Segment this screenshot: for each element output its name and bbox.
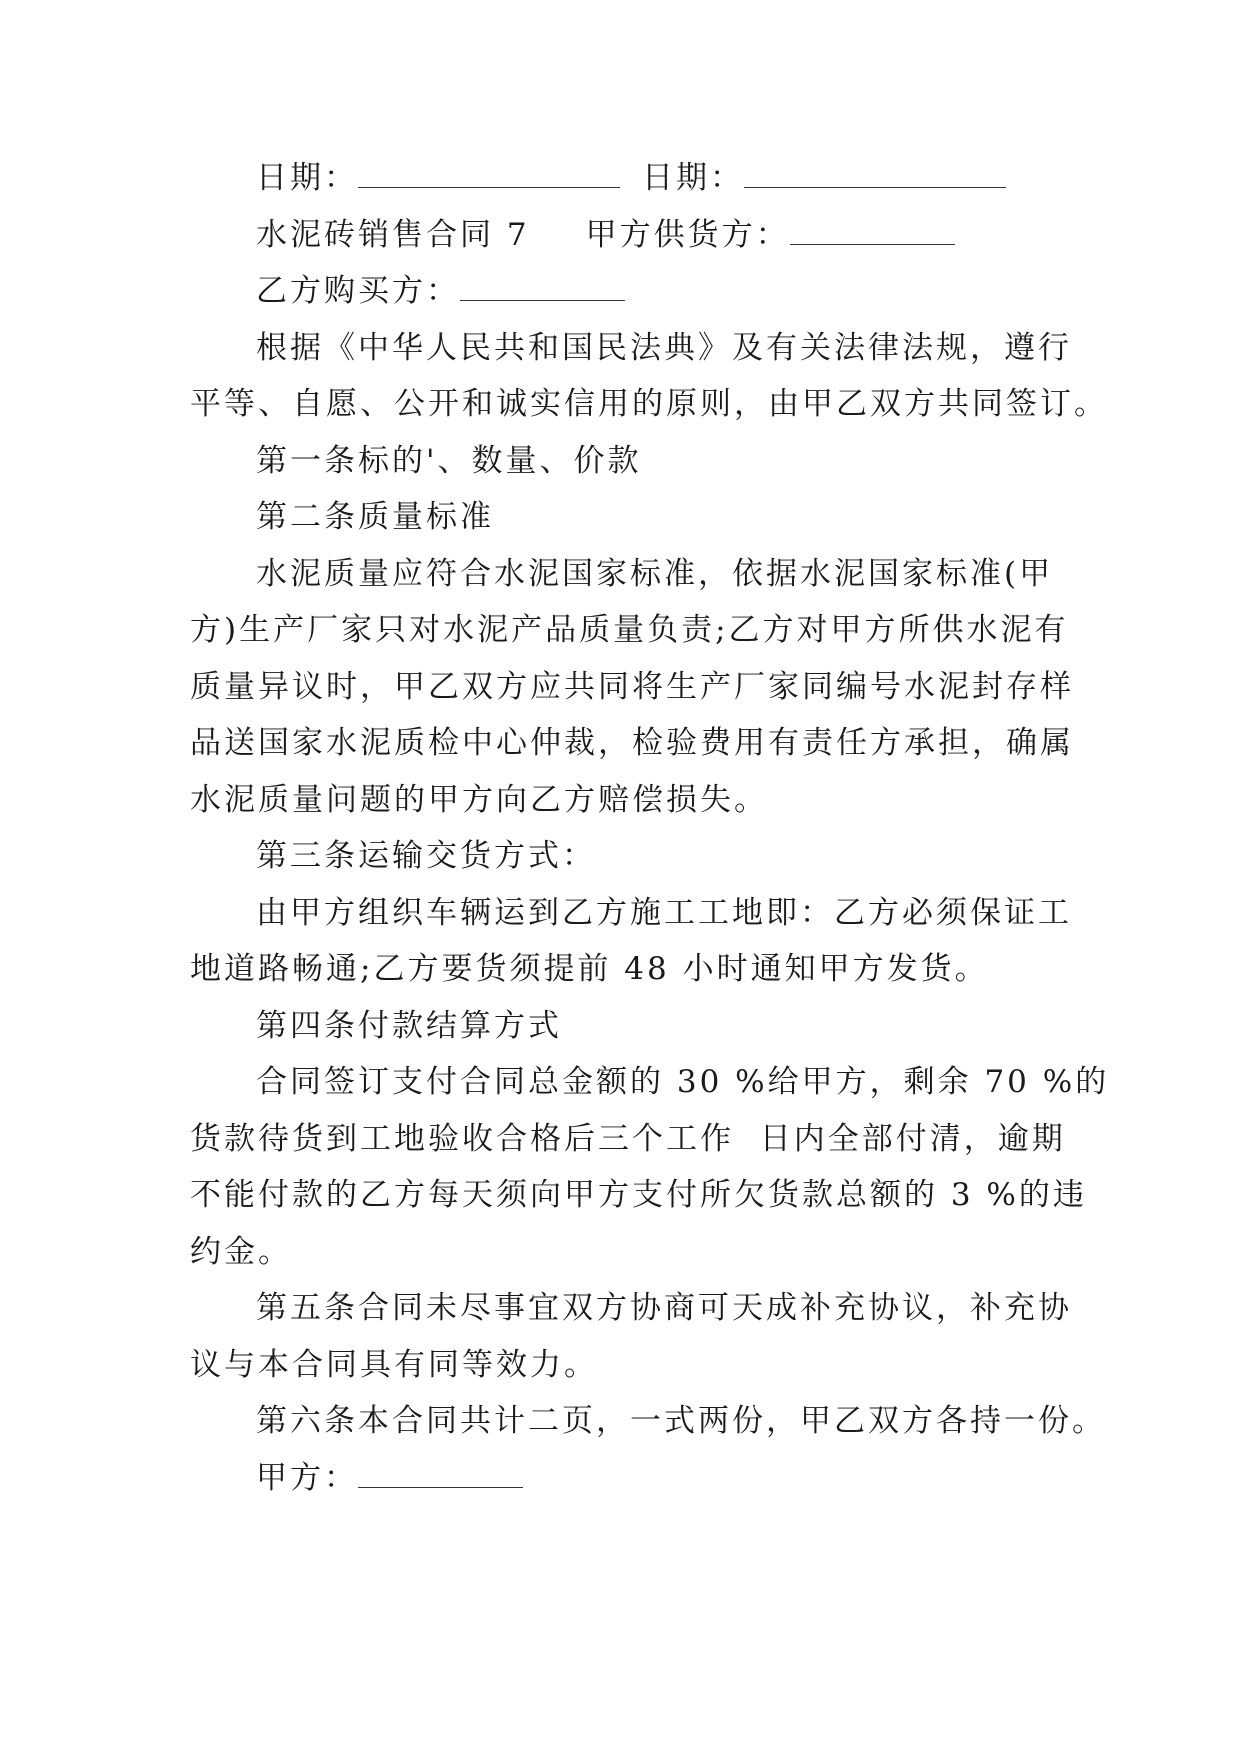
article-5-line-2: 议与本合同具有同等效力。 [190,1346,598,1383]
preamble-line-1: 根据《中华人民共和国民法典》及有关法律法规，遵行 [256,329,1072,366]
article-3-line-1: 由甲方组织车辆运到乙方施工工地即：乙方必须保证工 [256,894,1072,931]
date-b-blank [744,157,1006,188]
party-b-buyer-label: 乙方购买方： [256,273,460,309]
contract-page [190,150,1110,1506]
article-6-line-1: 第六条本合同共计二页，一式两份，甲乙双方各持一份。 [256,1403,1106,1439]
buyer-row [190,263,1050,320]
article-4-line-3: 不能付款的乙方每天须向甲方支付所欠货款总额的 3 %的违 [190,1177,1087,1213]
article-1-title: 第一条标的'、数量、价款 [256,442,642,479]
article-2-line-5: 水泥质量问题的甲方向乙方赔偿损失。 [190,781,768,818]
article-4-title: 第四条付款结算方式 [256,1007,562,1044]
party-a-sign-blank [358,1457,523,1488]
date-a-label: 日期： [256,160,358,196]
article-2-line-3: 质量异议时，甲乙双方应共同将生产厂家同编号水泥封存样 [190,668,1074,705]
article-2-line-1: 水泥质量应符合水泥国家标准，依据水泥国家标准(甲 [256,555,1054,592]
article-2-line-2: 方)生产厂家只对水泥产品质量负责;乙方对甲方所供水泥有 [190,612,1069,648]
article-3-title: 第三条运输交货方式： [256,838,596,874]
article-4-line-1: 合同签订支付合同总金额的 30 %给甲方，剩余 70 %的 [256,1064,1110,1100]
title-row [190,207,1050,264]
article-5-line-1: 第五条合同未尽事宜双方协商可天成补充协议，补充协 [256,1290,1072,1326]
article-3-line-2: 地道路畅通;乙方要货须提前 48 小时通知甲方发货。 [190,951,989,987]
party-a-sign-row [190,1450,1050,1507]
preamble-line-2: 平等、自愿、公开和诚实信用的原则，由甲乙双方共同签订。 [190,386,1108,422]
party-b-buyer-blank [460,270,625,301]
date-b-label: 日期： [642,160,744,196]
article-2-title: 第二条质量标准 [256,499,494,535]
date-a-blank [358,157,620,188]
article-4-line-2: 货款待货到工地验收合格后三个工作 日内全部付清，逾期 [190,1120,1066,1157]
article-2-line-4: 品送国家水泥质检中心仲裁，检验费用有责任方承担，确属 [190,725,1074,761]
party-a-supplier-blank [790,214,955,245]
party-a-sign-label: 甲方： [256,1459,358,1496]
date-row [190,150,1050,207]
contract-title: 水泥砖销售合同 7 [256,216,530,253]
party-a-supplier-label: 甲方供货方： [585,216,790,253]
article-4-line-4: 约金。 [190,1233,292,1270]
